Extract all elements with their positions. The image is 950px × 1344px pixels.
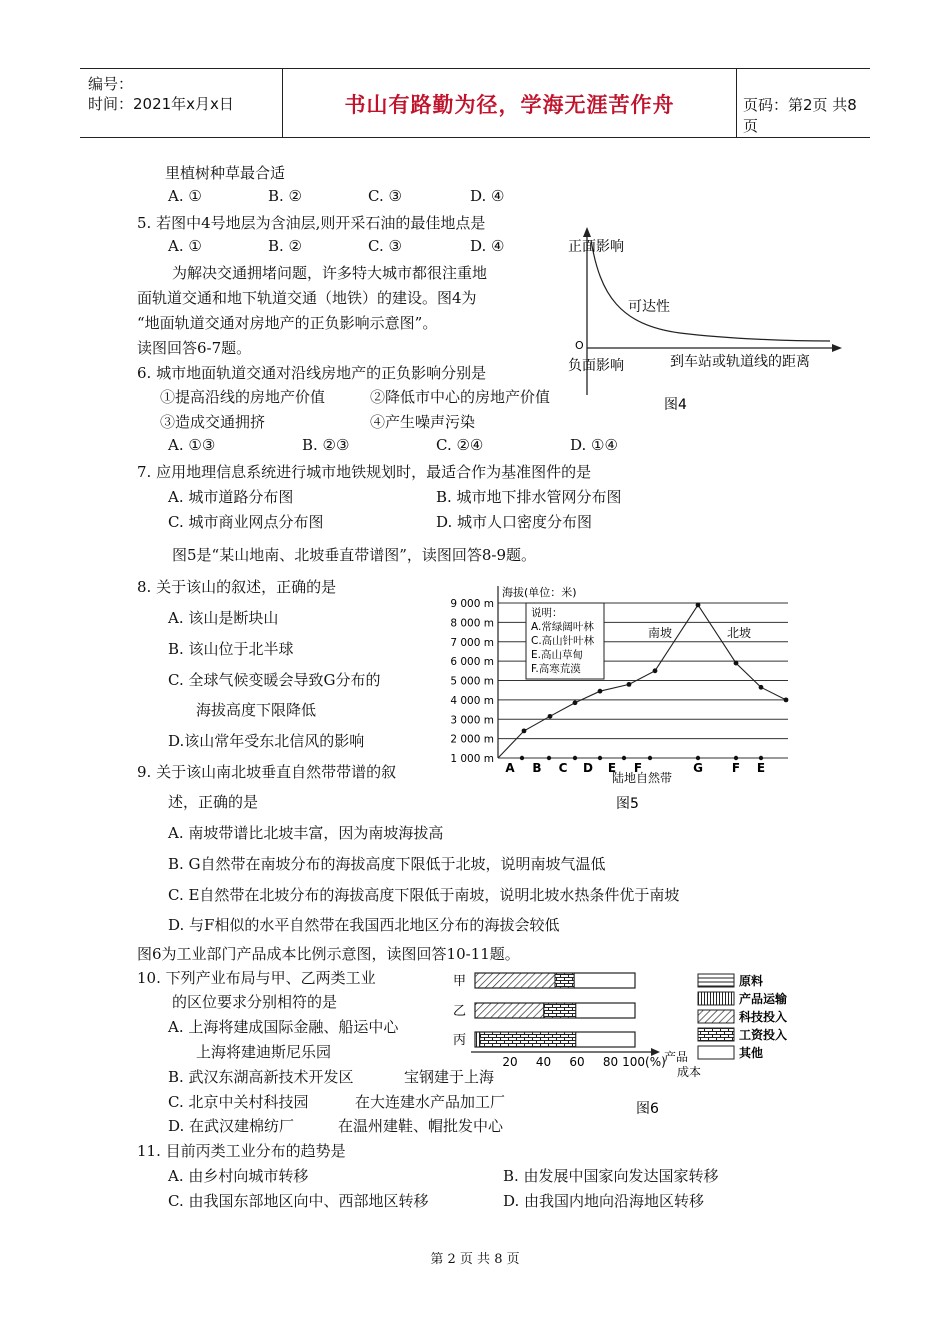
fig5-profile-point [598, 689, 603, 694]
fig6-row-label: 乙 [453, 1004, 467, 1019]
fig6-legend-swatch [698, 1010, 734, 1023]
fig5-baseline-point [759, 756, 763, 760]
q6-item-4: ④产生噪声污染 [370, 413, 476, 431]
fig4-x-arrow [832, 344, 842, 352]
fig5-profile-point [653, 668, 658, 673]
q11-option-c: C. 由我国东部地区向中、西部地区转移 [168, 1192, 429, 1210]
fig5-baseline-point [648, 756, 652, 760]
header-motto-cell [282, 69, 737, 137]
header-page-number: 页码：第2页 共8页 [743, 96, 857, 135]
q7-option-c: C. 城市商业网点分布图 [168, 513, 324, 531]
fig6-x-tick-label: 20 [502, 1055, 518, 1069]
fig6-legend-swatch [698, 1046, 734, 1059]
fig5-legend-title: 说明： [531, 607, 563, 619]
fig6-bar-segment [480, 1032, 576, 1047]
intro-6-7-line3: “地面轨道交通对房地产的正负影响示意图”。 [137, 314, 438, 332]
q9-option-a: A. 南坡带谱比北坡丰富，因为南坡海拔高 [168, 824, 444, 842]
q10-option-a-line1: A. 上海将建成国际金融、船运中心 [168, 1018, 399, 1036]
fig6-x-title-line1: 产品 [664, 1050, 689, 1064]
q10-option-c-part2: 在大连建水产品加工厂 [355, 1093, 506, 1111]
q6-option-a: A. ①③ [168, 436, 216, 454]
q9-option-d: D. 与F相似的水平自然带在我国西北地区分布的海拔会较低 [168, 916, 560, 934]
q5-option-d: D. ④ [470, 237, 505, 255]
fig5-profile-point [627, 682, 632, 687]
q9-option-c: C. E自然带在北坡分布的海拔高度下限低于南坡，说明北坡水热条件优于南坡 [168, 886, 680, 904]
q8-option-c-line1: C. 全球气候变暖会导致G分布的 [168, 671, 381, 689]
fig5-x-label: F [633, 761, 643, 775]
q5-option-b: B. ② [268, 237, 303, 255]
q10-option-b-part2: 宝钢建于上海 [404, 1068, 495, 1086]
fig5-profile-point [548, 714, 553, 719]
fig5-legend-c: C.高山针叶林 [531, 635, 595, 647]
fig5-x-label: E [756, 761, 766, 775]
q10-stem-line1: 10. 下列产业布局与甲、乙两类工业 [137, 969, 376, 987]
fig5-y-tick-label: 4 000 m [450, 694, 494, 707]
figure-6 [448, 968, 808, 1118]
fig6-bar-segment [576, 1003, 635, 1018]
fig5-x-title: 陆地自然带 [612, 771, 673, 785]
fig5-profile-point [696, 603, 701, 608]
fig6-row-label: 丙 [453, 1033, 467, 1048]
q8-option-c-line2: 海拔高度下限降低 [196, 701, 317, 719]
fig5-profile-point [734, 661, 739, 666]
fig4-y-arrow [583, 227, 591, 237]
intro-6-7-line4: 读图回答6-7题。 [137, 339, 252, 357]
fig5-profile-point [522, 728, 527, 733]
fig4-curve [591, 240, 830, 341]
fig4-caption: 图4 [664, 397, 687, 413]
fig6-bar-segment [555, 973, 574, 988]
fig5-profile-point [759, 685, 764, 690]
fig4-y-positive: 正面影响 [568, 239, 624, 255]
fig4-curve-label: 可达性 [628, 299, 670, 315]
q5-option-a: A. ① [168, 237, 202, 255]
fig5-profile-point [573, 700, 578, 705]
fig5-x-label: C [558, 761, 568, 775]
fig6-legend-swatch [698, 974, 734, 987]
q10-option-a-line2: 上海将建迪斯尼乐园 [196, 1043, 332, 1061]
fig5-y-tick-label: 5 000 m [450, 675, 494, 688]
q6-option-b: B. ②③ [302, 436, 350, 454]
fig6-x-tick-label: 100(%) [622, 1055, 666, 1069]
q8-option-a: A. 该山是断块山 [168, 609, 279, 627]
fig4-y-negative: 负面影响 [568, 358, 624, 374]
q11-option-b: B. 由发展中国家向发达国家转移 [503, 1167, 719, 1185]
q9-stem-line1: 9. 关于该山南北坡垂直自然带带谱的叙 [137, 763, 397, 781]
fig6-bar-segment [475, 1003, 544, 1018]
q7-option-a: A. 城市道路分布图 [168, 488, 294, 506]
q11-option-d: D. 由我国内地向沿海地区转移 [503, 1192, 705, 1210]
q6-option-c: C. ②④ [436, 436, 484, 454]
fig5-profile-point [784, 697, 789, 702]
fig6-bar-segment [574, 973, 635, 988]
q4-option-a: A. ① [168, 187, 202, 205]
fig6-row-label: 甲 [453, 974, 467, 989]
fig4-origin: O [575, 339, 584, 352]
fig5-baseline-point [696, 756, 700, 760]
fig4-x-label: 到车站或轨道线的距离 [670, 354, 810, 370]
q10-stem-line2: 的区位要求分别相符的是 [172, 993, 338, 1011]
fig5-baseline-point [547, 756, 551, 760]
q11-stem: 11. 目前丙类工业分布的趋势是 [137, 1142, 346, 1160]
fig5-y-tick-label: 7 000 m [450, 636, 494, 649]
fig5-x-label: G [693, 761, 703, 775]
fig6-legend-swatch [698, 1028, 734, 1041]
q7-option-b: B. 城市地下排水管网分布图 [436, 488, 622, 506]
fig6-x-tick-label: 80 [602, 1055, 619, 1069]
q4-option-b: B. ② [268, 187, 303, 205]
fig5-y-tick-label: 8 000 m [450, 617, 494, 630]
fig6-bars [453, 973, 635, 1048]
fig5-legend-e: E.高山草甸 [531, 649, 583, 661]
page-header [80, 68, 870, 138]
fig5-caption: 图5 [616, 796, 639, 812]
q10-option-d-part1: D. 在武汉建棉纺厂 [168, 1117, 295, 1135]
q6-item-3: ③造成交通拥挤 [160, 413, 266, 431]
q8-option-d: D.该山常年受东北信风的影响 [168, 732, 365, 750]
page-footer: 第 2 页 共 8 页 [430, 1252, 520, 1267]
q6-item-2: ②降低市中心的房地产价值 [370, 388, 551, 406]
q10-option-c-part1: C. 北京中关村科技园 [168, 1093, 309, 1111]
fig5-y-tick-label: 6 000 m [450, 656, 494, 669]
fig5-x-label: A [505, 761, 515, 775]
header-time: 时间：2021年x月x日 [88, 95, 234, 113]
fig6-bar-segment [544, 1003, 576, 1018]
fig5-baseline-point [622, 756, 626, 760]
fig6-bar-segment [475, 973, 555, 988]
q8-stem: 8. 关于该山的叙述，正确的是 [137, 578, 337, 596]
fig6-x-tick-label: 40 [535, 1055, 552, 1069]
q10-option-b-part1: B. 武汉东湖高新技术开发区 [168, 1068, 354, 1086]
q6-item-1: ①提高沿线的房地产价值 [160, 388, 326, 406]
fig5-baseline-point [734, 756, 738, 760]
fig5-y-ticks [450, 598, 494, 765]
fig5-x-label: B [532, 761, 542, 775]
q4-option-d: D. ④ [470, 187, 505, 205]
q10-option-d-part2: 在温州建鞋、帽批发中心 [338, 1117, 504, 1135]
fig5-baseline-point [573, 756, 577, 760]
fig5-y-tick-label: 9 000 m [450, 598, 494, 610]
q11-option-a: A. 由乡村向城市转移 [168, 1167, 309, 1185]
q8-option-b: B. 该山位于北半球 [168, 640, 294, 658]
fig5-north-label: 北坡 [727, 626, 752, 640]
fig5-y-title: 海拔(单位：米) [502, 586, 577, 599]
header-motto: 书山有路勤为径，学海无涯苦作舟 [344, 93, 675, 117]
fig6-legend-label: 原料 [739, 974, 764, 988]
q4-stem-tail: 里植树种草最合适 [165, 164, 286, 182]
fig6-legend-label: 产品运输 [739, 992, 788, 1006]
fig6-legend-label: 工资投入 [739, 1028, 788, 1042]
intro-10-11: 图6为工业部门产品成本比例示意图，读图回答10-11题。 [137, 945, 520, 963]
fig6-bar-segment [576, 1032, 635, 1047]
header-page-cell [737, 69, 870, 137]
intro-6-7-line2: 面轨道交通和地下轨道交通（地铁）的建设。图4为 [137, 289, 477, 307]
header-left-cell [80, 69, 282, 137]
q7-stem: 7. 应用地理信息系统进行城市地铁规划时，最适合作为基准图件的是 [137, 463, 592, 481]
fig5-y-tick-label: 1 000 m [450, 753, 494, 765]
fig5-y-tick-label: 2 000 m [450, 733, 494, 746]
figure-5 [440, 582, 800, 814]
fig5-x-label: D [583, 761, 593, 775]
fig5-baseline-point [598, 756, 602, 760]
fig6-bar-segment [475, 1032, 480, 1047]
intro-8-9: 图5是“某山地南、北坡垂直带谱图”，读图回答8-9题。 [172, 546, 537, 564]
fig6-x-ticks [502, 1055, 665, 1069]
fig5-legend-a: A.常绿阔叶林 [531, 621, 594, 633]
fig6-legend [698, 973, 787, 1060]
q5-option-c: C. ③ [368, 237, 402, 255]
q9-option-b: B. G自然带在南坡分布的海拔高度下限低于北坡，说明南坡气温低 [168, 855, 606, 873]
fig5-y-tick-label: 3 000 m [450, 714, 494, 727]
fig6-legend-swatch [698, 992, 734, 1005]
fig5-x-label: F [731, 761, 741, 775]
q6-stem: 6. 城市地面轨道交通对沿线房地产的正负影响分别是 [137, 364, 487, 382]
q4-option-c: C. ③ [368, 187, 402, 205]
fig6-x-tick-label: 60 [569, 1055, 585, 1069]
fig5-legend-f: F.高寒荒漠 [531, 663, 581, 675]
q5-stem: 5. 若图中4号地层为含油层,则开采石油的最佳地点是 [137, 214, 486, 232]
q9-stem-line2: 述，正确的是 [168, 793, 259, 811]
figure-4 [560, 225, 850, 425]
q6-option-d: D. ①④ [570, 436, 618, 454]
fig5-baseline-point [520, 756, 524, 760]
fig6-legend-label: 科技投入 [739, 1010, 788, 1024]
fig6-legend-label: 其他 [739, 1046, 764, 1060]
q7-option-d: D. 城市人口密度分布图 [436, 513, 593, 531]
fig6-x-title-line2: 成本 [677, 1065, 702, 1079]
fig5-x-label: E [607, 761, 617, 775]
header-code: 编号： [88, 75, 134, 93]
fig5-south-label: 南坡 [648, 626, 673, 640]
intro-6-7-line1: 为解决交通拥堵问题，许多特大城市都很注重地 [172, 264, 488, 282]
fig6-caption: 图6 [636, 1101, 659, 1117]
